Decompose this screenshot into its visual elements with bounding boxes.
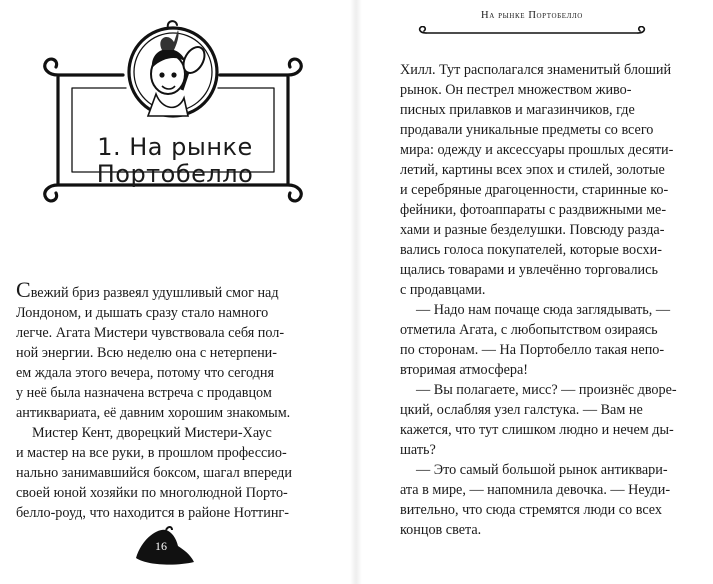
text-line: ной энергии. Всю неделю она с нетерпени- [16,345,277,361]
text-line: с продавцами. [400,282,486,298]
paragraph [16,277,334,423]
text-line: антиквариата, её давним хорошим знакомым. [16,405,291,421]
text-line: Мистер Кент, дворецкий Мистери-Хаус [32,425,272,441]
paragraph [400,460,698,540]
text-line: вались голоса покупателей, которые восхи- [400,242,662,258]
chapter-title [60,134,290,188]
text-line: и мастер на все руки, в прошлом профессио- [16,445,287,461]
text-line: концов света. [400,522,482,538]
text-line: нально занимавшийся боксом, шагал впереди [16,465,292,481]
text-line: летий, картины всех эпох и стилей, золотые [400,162,665,178]
text-line: — Надо нам почаще сюда заглядывать, — [416,302,671,318]
text-line: вторимая атмосфера! [400,362,529,378]
right-body-text [400,60,698,540]
text-line: ата в мире, — напомнила девочка. — Неуди- [400,482,671,498]
left-body-text [16,277,334,523]
chapter-title-line: Портобелло [96,160,254,188]
text-line: кажется, что тут слишком людно и нечем ды- [400,422,674,438]
running-head: На рынке Портобелло [481,10,583,21]
paragraph [16,423,334,523]
ornament-rule-icon [412,26,652,40]
text-line: цкий, ослабляя узел галстука. — Вам не [400,402,643,418]
text-line: ем ждала этого вечера, потому что сегодня [16,365,274,381]
page-number: 17 [556,539,568,553]
text-line: и серебряные драгоценности, старинные ко- [400,182,669,198]
paragraph [400,300,698,380]
text-line: — Вы полагаете, мисс? — произнёс дворе- [416,382,677,398]
text-line: своей юной хозяйки по многолюдной Порто- [16,485,288,501]
text-line: Свежий бриз развеял удушливый смог над [16,277,279,302]
book-gutter [350,0,362,584]
text-line: писных прилавков и магазинчиков, где [400,102,635,118]
text-line: шать? [400,442,436,458]
text-line: — Это самый большой рынок антиквари- [416,462,668,478]
text-line: щались товарами и увлечённо торговались [400,262,658,278]
left-page [0,0,350,584]
chapter-title-line: 1. На рынке [97,133,253,161]
text-line: у неё была назначена встреча с продавцом [16,385,272,401]
text-line: рынок. Он пестрел множеством живо- [400,82,632,98]
text-line: Хилл. Тут располагался знаменитый блоший [400,62,672,78]
right-page [362,0,713,584]
text-line: легче. Агата Мистери чувствовала себя пол- [16,325,285,341]
text-line: по сторонам. — На Портобелло такая непо- [400,342,665,358]
paragraph [400,380,698,460]
text-line: мира: одежду и аксессуары прошлых десяти- [400,142,674,158]
text-line: хами и разные безделушки. Повсюду разда- [400,222,665,238]
text-line: продавали уникальные предметы со всего [400,122,654,138]
page-number: 16 [155,539,167,553]
text-line: белло-роуд, что находится в районе Ноттинг- [16,505,289,521]
text-line: Лондоном, и дышать сразу стало намного [16,305,269,321]
paragraph [400,60,698,300]
text-line: отметила Агата, с любопытством озираясь [400,322,658,338]
text-line: вительно, что сюда стремятся люди со всех [400,502,662,518]
drop-cap: С [16,277,31,302]
text-line: фейники, фотоаппараты с раздвижными ме- [400,202,667,218]
